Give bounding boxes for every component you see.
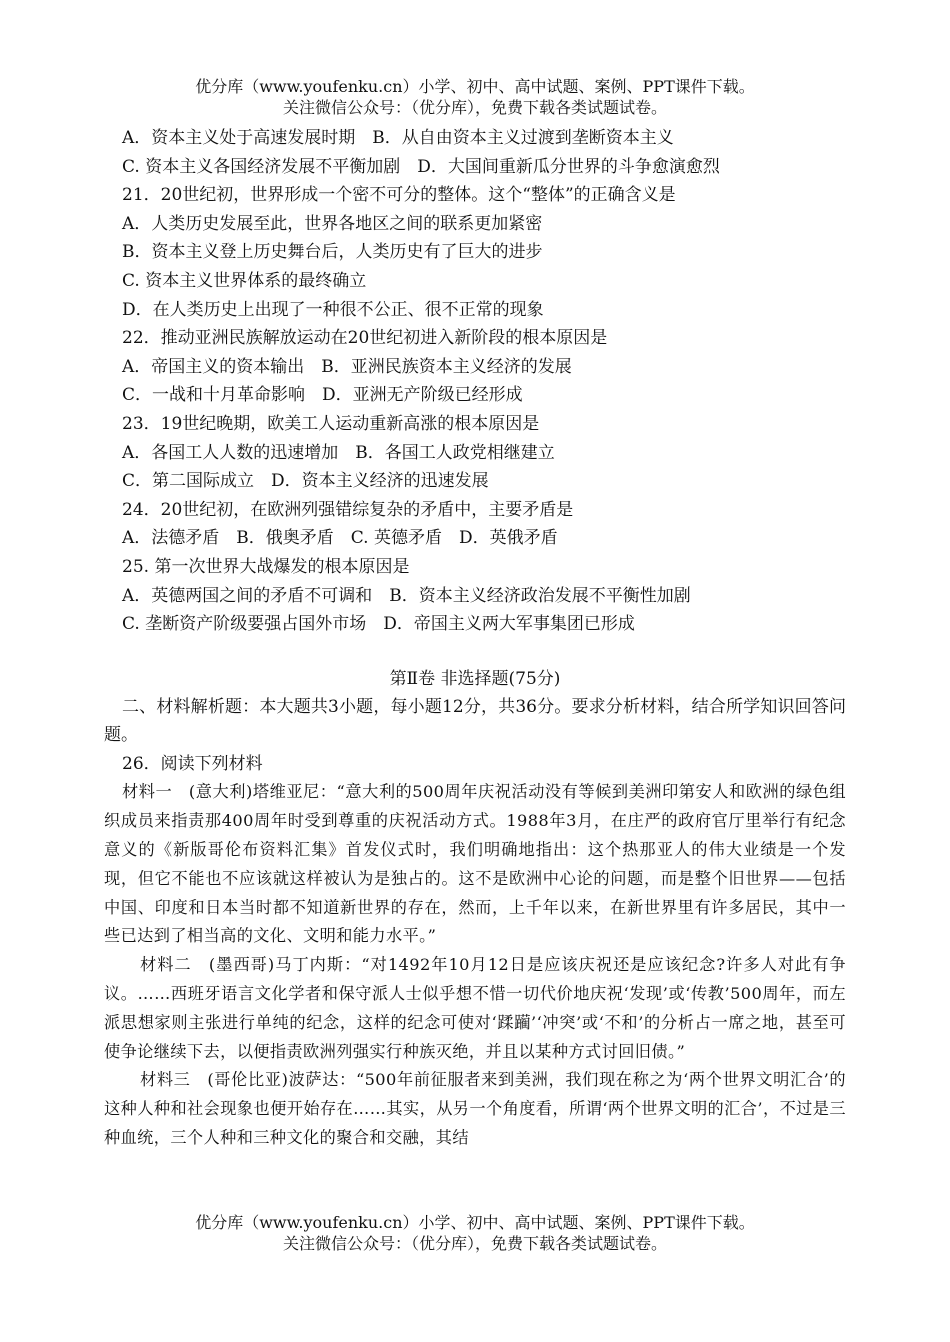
q21-stem: 21．20世纪初，世界形成一个密不可分的整体。这个“整体”的正确含义是 xyxy=(122,185,676,206)
q25-options-cd: C. 垄断资产阶级要强占国外市场 D．帝国主义两大军事集团已形成 xyxy=(122,614,635,635)
section-instruction: 二、材料解析题：本大题共3小题，每小题12分，共36分。要求分析材料，结合所学知识回答问题。 xyxy=(104,696,846,746)
q24-stem: 24．20世纪初，在欧洲列强错综复杂的矛盾中，主要矛盾是 xyxy=(122,499,574,520)
footer-line-2: 关注微信公众号：（优分库），免费下载各类试题试卷。 xyxy=(282,1234,667,1253)
q22-stem: 22．推动亚洲民族解放运动在20世纪初进入新阶段的根本原因是 xyxy=(122,328,608,349)
page-header xyxy=(0,76,950,118)
q25-stem: 25. 第一次世界大战爆发的根本原因是 xyxy=(122,556,410,577)
q22-options-cd: C．一战和十月革命影响 D．亚洲无产阶级已经形成 xyxy=(122,385,523,406)
q25-options-ab: A．英德两国之间的矛盾不可调和 B．资本主义经济政治发展不平衡性加剧 xyxy=(122,585,691,606)
q24-options: A．法德矛盾 B．俄奥矛盾 C. 英德矛盾 D．英俄矛盾 xyxy=(122,528,558,549)
material-three: 材料三 (哥伦比亚)波萨达：“500年前征服者来到美洲，我们现在称之为‘两个世界文明汇合’的这种人种和社会现象也便开始存在……其实，从另一个角度看，所谓‘两个世界文明的汇合’，不过是三种血统，三个人种和三种文化的聚合和交融，其结 xyxy=(104,1070,846,1148)
header-line-1: 优分库（www.youfenku.cn）小学、初中、高中试题、案例、PPT课件下载。 xyxy=(195,77,755,96)
q23-options-ab: A．各国工人人数的迅速增加 B．各国工人政党相继建立 xyxy=(122,442,555,463)
material-two: 材料二 (墨西哥)马丁内斯：“对1492年10月12日是应该庆祝还是应该纪念?许多人对此有争议。……西班牙语言文化学者和保守派人士似乎想不惜一切代价地庆祝‘发现’或‘传教’500周年，而左派思想家则主张进行单纯的纪念，这样的纪念可使对‘蹂躏’‘冲突’或‘不和’的分析占一席之地，甚至可使争论继续下去，以便指责欧洲列强实行种族灭绝，并且以某种方式讨回旧债。” xyxy=(104,955,846,1061)
q21-option-d: D．在人类历史上出现了一种很不公正、很不正常的现象 xyxy=(122,299,544,320)
section-title: 第Ⅱ卷 非选择题(75分) xyxy=(389,668,561,689)
q23-options-cd: C．第二国际成立 D．资本主义经济的迅速发展 xyxy=(122,471,489,492)
footer-line-1: 优分库（www.youfenku.cn）小学、初中、高中试题、案例、PPT课件下载。 xyxy=(195,1213,755,1232)
q21-option-a: A．人类历史发展至此，世界各地区之间的联系更加紧密 xyxy=(122,213,543,234)
page-footer xyxy=(0,1212,950,1254)
q23-stem: 23．19世纪晚期，欧美工人运动重新高涨的根本原因是 xyxy=(122,413,540,434)
document-body xyxy=(104,124,846,1153)
header-line-2: 关注微信公众号：（优分库），免费下载各类试题试卷。 xyxy=(282,98,667,117)
section-gap xyxy=(104,639,846,665)
q20-options-cd: C. 资本主义各国经济发展不平衡加剧 D．大国间重新瓜分世界的斗争愈演愈烈 xyxy=(122,156,720,177)
material-one: 材料一 (意大利)塔维亚尼：“意大利的500周年庆祝活动没有等候到美洲印第安人和欧洲的绿色组织成员来指责那400周年时受到尊重的庆祝活动方式。1988年3月，在庄严的政府官厅里举行有纪念意义的《新版哥伦布资料汇集》首发仪式时，我们明确地指出：这个热那亚人的伟大业绩是一个发现，但它不能也不应该就这样被认为是独占的。这不是欧洲中心论的问题，而是整个旧世界——包括中国、印度和日本当时都不知道新世界的存在，然而，上千年以来，在新世界里有许多居民，其中一些已达到了相当高的文化、文明和能力水平。” xyxy=(104,782,846,946)
q20-options-ab: A．资本主义处于高速发展时期 B．从自由资本主义过渡到垄断资本主义 xyxy=(122,128,674,148)
q26-stem: 26．阅读下列材料 xyxy=(122,753,263,774)
q21-option-c: C. 资本主义世界体系的最终确立 xyxy=(122,270,367,291)
q21-option-b: B．资本主义登上历史舞台后，人类历史有了巨大的进步 xyxy=(122,242,543,263)
q22-options-ab: A．帝国主义的资本输出 B．亚洲民族资本主义经济的发展 xyxy=(122,356,572,377)
